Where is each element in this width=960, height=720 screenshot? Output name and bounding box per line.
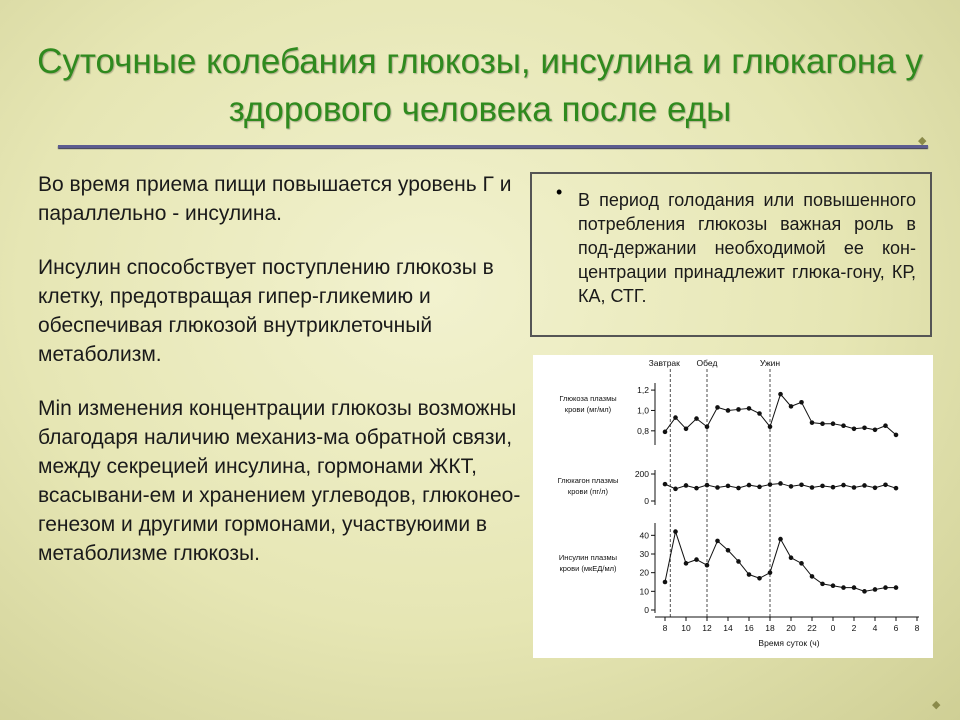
corner-ornament: ◆ <box>932 699 941 711</box>
glucagon-data-point <box>726 484 731 489</box>
y-axis-label: крови (мг/мл) <box>564 405 612 414</box>
corner-ornament: ◆ <box>918 135 927 147</box>
glucagon-data-point <box>715 485 720 490</box>
glucose-data-point <box>862 425 867 430</box>
glucagon-data-point <box>789 484 794 489</box>
glucose-data-point <box>715 405 720 410</box>
glucose-data-point <box>883 423 888 428</box>
insulin-data-point <box>810 574 815 579</box>
y-axis-label: Глюкагон плазмы <box>557 476 619 485</box>
y-tick-label: 1,0 <box>637 405 649 416</box>
glucose-data-point <box>694 416 699 421</box>
glucagon-data-point <box>862 483 867 488</box>
x-tick-label: 22 <box>807 623 817 633</box>
glucagon-data-point <box>705 483 710 488</box>
glucose-data-point <box>873 428 878 433</box>
y-tick-label: 0,8 <box>637 425 649 436</box>
glucagon-data-point <box>673 487 678 492</box>
y-tick-label: 40 <box>639 530 649 541</box>
meal-marker-label: Обед <box>696 358 718 368</box>
insulin-data-point <box>736 559 741 564</box>
glucose-data-point <box>778 392 783 397</box>
insulin-data-point <box>768 570 773 575</box>
insulin-data-point <box>862 589 867 594</box>
glucose-data-point <box>852 426 857 431</box>
hormone-chart-figure <box>533 355 933 658</box>
x-tick-label: 16 <box>744 623 754 633</box>
glucose-data-point <box>757 411 762 416</box>
insulin-data-point <box>694 557 699 562</box>
x-tick-label: 8 <box>662 623 668 633</box>
y-tick-label: 0 <box>644 605 649 615</box>
insulin-data-point <box>663 580 668 585</box>
glucose-data-point <box>736 407 741 412</box>
glucagon-data-point <box>894 486 899 491</box>
glucose-data-point <box>663 430 668 435</box>
glucagon-data-point <box>747 483 752 488</box>
insulin-data-point <box>883 585 888 590</box>
x-tick-label: 12 <box>702 623 712 633</box>
y-tick-label: 0 <box>644 496 649 506</box>
y-axis-label: крови (мкЕД/мл) <box>559 564 617 573</box>
title-underline <box>58 145 928 148</box>
paragraph-meal: Во время приема пищи повышается уровень Г и параллельно - инсулина. <box>38 173 512 225</box>
hormone-chart <box>533 355 933 658</box>
y-tick-label: 1,2 <box>637 385 649 396</box>
x-tick-label: 10 <box>681 623 691 633</box>
glucagon-data-point <box>684 483 689 488</box>
glucagon-data-point <box>778 481 783 486</box>
insulin-data-point <box>757 576 762 581</box>
glucagon-data-point <box>841 483 846 488</box>
glucose-data-point <box>789 404 794 409</box>
glucose-data-point <box>799 400 804 405</box>
glucagon-data-point <box>694 486 699 491</box>
glucagon-data-point <box>820 484 825 489</box>
callout-text: В период голодания или повышенного потребления глюкозы важная роль в под-держании необходимой ее кон-центрации принадлежит глюка-гону, КР, КА, СТГ. <box>578 190 916 306</box>
glucagon-data-point <box>768 482 773 487</box>
glucose-data-point <box>747 406 752 411</box>
glucose-data-point <box>726 408 731 413</box>
insulin-data-point <box>789 555 794 560</box>
x-axis-label: Время суток (ч) <box>758 638 820 648</box>
x-tick-label: 4 <box>872 623 878 633</box>
insulin-data-point <box>705 563 710 568</box>
y-axis-label: Инсулин плазмы <box>558 553 618 562</box>
glucose-data-point <box>894 433 899 438</box>
x-tick-label: 18 <box>765 623 775 633</box>
glucagon-data-point <box>852 485 857 490</box>
y-axis-label: крови (пг/л) <box>567 487 609 496</box>
x-tick-label: 2 <box>851 623 857 633</box>
glucose-data-point <box>820 421 825 426</box>
glucagon-data-point <box>736 486 741 491</box>
insulin-data-point <box>684 561 689 566</box>
glucagon-data-point <box>873 485 878 490</box>
paragraph-insulin: Инсулин способствует поступлению глюкозы в клетку, предотвращая гипер-гликемию и обеспечивая глюкозой внутриклеточный метаболизм. <box>38 256 494 366</box>
glucose-data-point <box>684 426 689 431</box>
insulin-data-point <box>831 583 836 588</box>
glucose-series-line <box>665 394 896 435</box>
meal-marker-label: Ужин <box>759 358 781 368</box>
x-tick-label: 8 <box>914 623 920 633</box>
x-tick-label: 0 <box>830 623 836 633</box>
glucagon-data-point <box>663 482 668 487</box>
left-text-block <box>38 170 528 593</box>
y-tick-label: 30 <box>639 549 649 559</box>
insulin-data-point <box>715 539 720 544</box>
insulin-data-point <box>820 582 825 587</box>
insulin-data-point <box>726 548 731 553</box>
x-tick-label: 20 <box>786 623 796 633</box>
glucose-data-point <box>841 423 846 428</box>
glucagon-data-point <box>757 485 762 490</box>
x-tick-label: 14 <box>723 623 733 633</box>
glucose-data-point <box>673 415 678 420</box>
insulin-data-point <box>852 585 857 590</box>
paragraph-feedback: Min изменения концентрации глюкозы возможны благодаря наличию механиз-ма обратной связи, между секрецией инсулина, гормонами ЖКТ, всасывани-ем и хранением углеводов, глюконео-генезом и другими гормонами, участвуюими в метаболизме глюкозы. <box>38 397 521 565</box>
insulin-data-point <box>799 561 804 566</box>
x-tick-label: 6 <box>893 623 899 633</box>
glucose-data-point <box>705 424 710 429</box>
insulin-data-point <box>894 585 899 590</box>
insulin-data-point <box>673 529 678 534</box>
glucagon-data-point <box>831 485 836 490</box>
y-tick-label: 200 <box>634 469 649 479</box>
glucagon-data-point <box>883 483 888 488</box>
glucagon-data-point <box>810 485 815 490</box>
glucose-data-point <box>810 420 815 425</box>
insulin-data-point <box>873 587 878 592</box>
insulin-data-point <box>778 537 783 542</box>
meal-marker-label: Завтрак <box>648 358 680 368</box>
y-axis-label: Глюкоза плазмы <box>559 394 617 403</box>
glucose-data-point <box>831 421 836 426</box>
insulin-data-point <box>841 585 846 590</box>
glucose-data-point <box>768 424 773 429</box>
slide-title: Суточные колебания глюкозы, инсулина и глюкагона у здорового человека после еды <box>37 42 923 129</box>
insulin-data-point <box>747 572 752 577</box>
glucagon-data-point <box>799 483 804 488</box>
bullet-icon: • <box>556 182 563 202</box>
y-tick-label: 20 <box>639 567 649 578</box>
callout-box <box>530 172 932 337</box>
y-tick-label: 10 <box>639 586 649 597</box>
